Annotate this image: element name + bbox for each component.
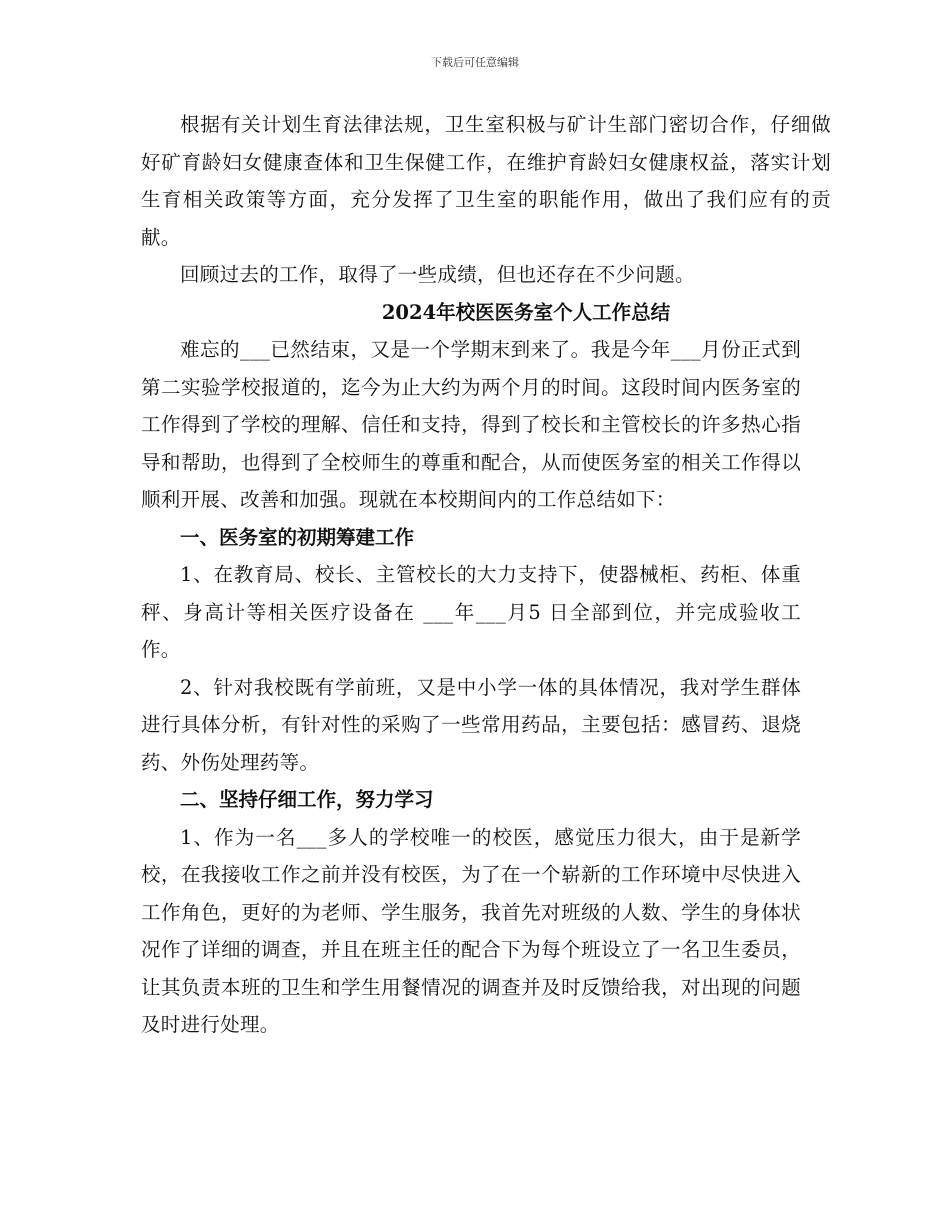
paragraph-family-planning: 根据有关计划生育法律法规，卫生室积极与矿计生部门密切合作，仔细做好矿育龄妇女健康查体和卫生保健工作，在维护育龄妇女健康权益，落实计划生育相关政策等方面，充分发挥了卫生室的职能作用，做出了我们应有的贡献。 [141,113,831,249]
section-heading-2: 二、坚持仔细工作，努力学习 [180,788,434,811]
page-header: 下载后可任意编辑 [431,56,519,69]
document-body [141,106,831,1044]
paragraph-intro: 难忘的___已然结束，又是一个学期末到来了。我是今年___月份正式到第二实验学校报道的，迄今为止大约为两个月的时间。这段时间内医务室的工作得到了学校的理解、信任和支持，得到了校长和主管校长的许多热心指导和帮助，也得到了全校师生的尊重和配合，从而使医务室的相关工作得以顺利开展、改善和加强。现就在本校期间内的工作总结如下： [141,338,801,511]
paragraph-equipment: 1、在教育局、校长、主管校长的大力支持下，使器械柜、药柜、体重秤、身高计等相关医疗设备在 ___年___月5 日全部到位，并完成验收工作。 [141,563,801,661]
paragraph-medicine: 2、针对我校既有学前班，又是中小学一体的具体情况，我对学生群体进行具体分析，有针对性的采购了一些常用药品，主要包括：感冒药、退烧药、外伤处理药等。 [141,675,801,774]
section-heading-1: 一、医务室的初期筹建工作 [180,525,415,549]
paragraph-school-doctor: 1、作为一名___多人的学校唯一的校医，感觉压力很大，由于是新学校，在我接收工作之前并没有校医，为了在一个崭新的工作环境中尽快进入工作角色，更好的为老师、学生服务，我首先对班级的人数、学生的身体状况作了详细的调查，并且在班主任的配合下为每个班设立了一名卫生委员，让其负责本班的卫生和学生用餐情况的调查并及时反馈给我，对出现的问题及时进行处理。 [141,825,801,1036]
paragraph-review: 回顾过去的工作，取得了一些成绩，但也还存在不少问题。 [180,263,695,286]
document-title: 2024年校医医务室个人工作总结 [381,300,671,324]
